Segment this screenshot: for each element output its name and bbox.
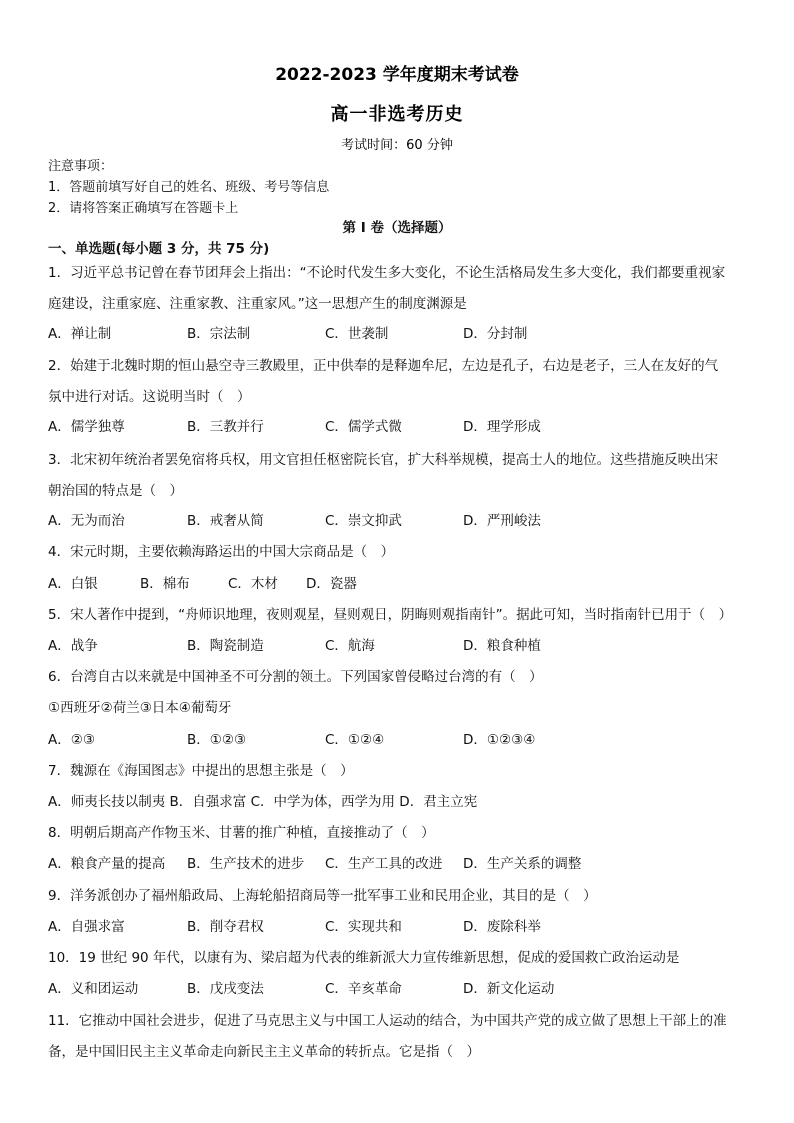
stem-line: 5．宋人著作中提到，“舟师识地理，夜则观星，昼则观日，阴晦则观指南针”。据此可知，当时指南针已用于（ ） (48, 607, 733, 623)
section-title: 第 I 卷（选择题） (342, 220, 452, 236)
question-stem (48, 756, 748, 787)
option: C．生产工具的改进 (325, 856, 443, 872)
stem-line: 1．习近平总书记曾在春节团拜会上指出：“不论时代发生多大变化，不论生活格局发生多大变化，我们都要重视家 (48, 265, 726, 281)
option: D．生产关系的调整 (463, 856, 582, 872)
stem-line: 6．台湾自古以来就是中国神圣不可分割的领土。下列国家曾侵略过台湾的有（ ） (48, 669, 543, 685)
option: B．三教并行 (187, 419, 264, 435)
stem-line: 7．魏源在《海国图志》中提出的思想主张是（ ） (48, 763, 354, 779)
options-row (48, 509, 748, 533)
options-row (48, 415, 748, 439)
option: A．师夷长技以制夷 B．自强求富 C．中学为体，西学为用 D．君主立宪 (48, 794, 478, 810)
option: A．无为而治 (48, 513, 125, 529)
option: B．戊戌变法 (187, 981, 264, 997)
option: B．戒奢从简 (187, 513, 264, 529)
option: D．粮食种植 (463, 638, 541, 654)
stem-line: 朝治国的特点是（ ） (48, 483, 183, 499)
option: A．白银 (48, 576, 98, 592)
option: D．理学形成 (463, 419, 541, 435)
option: D．新文化运动 (463, 981, 555, 997)
question-stem (48, 1006, 748, 1068)
option: C．崇文抑武 (325, 513, 402, 529)
option: A．粮食产量的提高 (48, 856, 166, 872)
notes (48, 156, 329, 219)
option: C．实现共和 (325, 919, 402, 935)
option: A．自强求富 (48, 919, 125, 935)
notes-item: 1．答题前填写好自己的姓名、班级、考号等信息 (48, 180, 330, 195)
options-row (48, 322, 748, 346)
option: C．航海 (325, 638, 375, 654)
option: D．瓷器 (306, 576, 357, 592)
question-stem (48, 351, 748, 413)
question-stem (48, 258, 748, 320)
option: B．宗法制 (187, 326, 251, 342)
options-row (48, 634, 748, 658)
option: C．①②④ (325, 732, 385, 748)
stem-line: 8．明朝后期高产作物玉米、甘薯的推广种植，直接推动了（ ） (48, 825, 435, 841)
option: C．木材 (228, 576, 278, 592)
question-stem (48, 943, 748, 974)
option: B．削夺君权 (187, 919, 264, 935)
option: C．儒学式微 (325, 419, 402, 435)
stem-line: 4．宋元时期，主要依赖海路运出的中国大宗商品是（ ） (48, 544, 395, 560)
stem-line: 备，是中国旧民主主义革命走向新民主主义革命的转折点。它是指（ ） (48, 1044, 480, 1060)
question-stem (48, 881, 748, 912)
option: D．废除科举 (463, 919, 541, 935)
option: A．儒学独尊 (48, 419, 125, 435)
notes-item: 2．请将答案正确填写在答题卡上 (48, 201, 239, 216)
stem-line: 2．始建于北魏时期的恒山悬空寺三教殿里，正中供奉的是释迦牟尼，左边是孔子，右边是老子，三人在友好的气 (48, 358, 719, 374)
stem-line: 3．北宋初年统治者罢免宿将兵权，用文官担任枢密院长官，扩大科举规模，提高士人的地位。这些措施反映出宋 (48, 452, 719, 468)
options-row (48, 852, 748, 876)
stem-line: 庭建设，注重家庭、注重家教、注重家风。”这一思想产生的制度渊源是 (48, 296, 467, 312)
option: A．②③ (48, 732, 95, 748)
options-row (48, 728, 748, 752)
exam-subtitle: 高一非选考历史 (330, 104, 464, 125)
notes-heading: 注意事项： (48, 159, 114, 174)
options-row (48, 977, 748, 1001)
option: C．辛亥革命 (325, 981, 402, 997)
option: B．生产技术的进步 (187, 856, 305, 872)
question-stem (48, 445, 748, 507)
option: B．①②③ (187, 732, 247, 748)
stem-line: 9．洋务派创办了福州船政局、上海轮船招商局等一批军事工业和民用企业，其目的是（ ） (48, 888, 597, 904)
question-stem (48, 818, 748, 849)
option: D．分封制 (463, 326, 528, 342)
option: A．禅让制 (48, 326, 112, 342)
question-stem (48, 662, 748, 724)
options-row (48, 572, 748, 596)
option: D．严刑峻法 (463, 513, 541, 529)
stem-line: ①西班牙②荷兰③日本④葡萄牙 (48, 700, 232, 716)
stem-line: 10．19 世纪 90 年代，以康有为、梁启超为代表的维新派大力宣传维新思想，促成的爱国救亡政治运动是 (48, 950, 680, 966)
option: B．陶瓷制造 (187, 638, 264, 654)
part-title: 一、单选题(每小题 3 分，共 75 分) (48, 241, 270, 257)
options-row (48, 915, 748, 939)
question-stem (48, 600, 748, 631)
stem-line: 氛中进行对话。这说明当时（ ） (48, 389, 251, 405)
exam-time: 考试时间：60 分钟 (341, 138, 453, 153)
option: A．战争 (48, 638, 98, 654)
option: D．①②③④ (463, 732, 536, 748)
option: C．世袭制 (325, 326, 389, 342)
stem-line: 11．它推动中国社会进步，促进了马克思主义与中国工人运动的结合，为中国共产党的成立做了思想上干部上的准 (48, 1013, 727, 1029)
option: A．义和团运动 (48, 981, 139, 997)
option: B．棉布 (140, 576, 190, 592)
question-stem (48, 537, 748, 568)
exam-title: 2022-2023 学年度期末考试卷 (275, 65, 519, 85)
options-row (48, 790, 748, 814)
